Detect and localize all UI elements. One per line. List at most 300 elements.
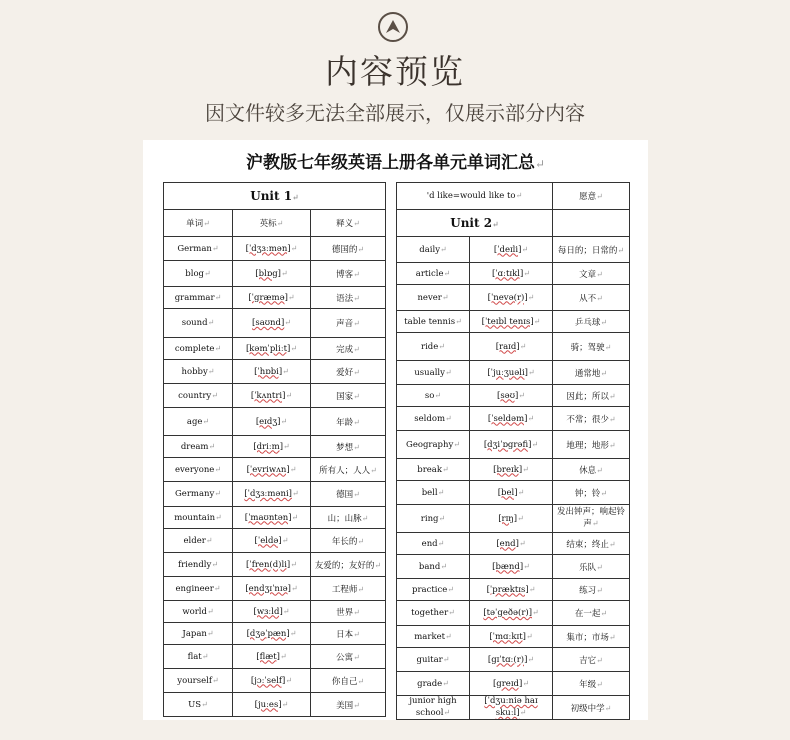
unit1-heading-row <box>164 183 386 210</box>
paragraph-mark: ↵ <box>525 631 533 641</box>
word-cell-text: ride <box>421 341 439 352</box>
paragraph-mark: ↵ <box>282 606 290 616</box>
paragraph-mark: ↵ <box>285 390 293 400</box>
ipa-cell-text: [ˈɑːtɪkl] <box>492 268 524 279</box>
paragraph-mark: ↵ <box>527 654 535 664</box>
table-row <box>164 669 386 693</box>
ipa-cell-text: [ˈmaʊntən] <box>244 512 292 523</box>
word-cell-text: never <box>417 292 442 303</box>
ipa-cell <box>470 505 553 533</box>
meaning-cell <box>553 672 630 696</box>
ipa-cell <box>470 601 553 626</box>
paragraph-mark: ↵ <box>353 700 360 710</box>
word-cell-text: grade <box>417 678 443 689</box>
paragraph-mark: ↵ <box>353 629 360 639</box>
word-cell <box>397 385 470 407</box>
table-row <box>397 263 630 285</box>
meaning-cell-text: 在一起 <box>574 609 601 619</box>
document-preview <box>143 140 648 720</box>
paragraph-mark: ↵ <box>521 244 529 254</box>
ipa-cell-text: [ˈhɒbi] <box>254 366 283 377</box>
phrase-cell-text: 'd like=would like to <box>426 191 516 201</box>
word-cell-text: band <box>418 561 441 572</box>
meaning-cell-text: 钟；铃 <box>574 488 601 499</box>
paragraph-mark: ↵ <box>282 366 289 376</box>
meaning-cell-text: 从不 <box>579 293 597 304</box>
word-cell-text: practice <box>412 584 448 595</box>
caret-up-glyph <box>384 18 402 36</box>
ipa-cell <box>233 482 311 507</box>
meaning-cell-text: 美国 <box>336 700 354 711</box>
unit1-heading <box>164 183 386 210</box>
paragraph-mark: ↵ <box>207 318 215 327</box>
word-cell <box>164 408 233 436</box>
word-cell <box>397 648 470 672</box>
meaning-cell-text: 日本 <box>336 629 354 640</box>
word-cell <box>164 529 233 553</box>
ipa-cell <box>233 408 311 436</box>
paragraph-mark: ↵ <box>608 632 616 642</box>
paragraph-mark: ↵ <box>600 368 608 378</box>
meaning-cell-text: 因此；所以 <box>566 391 609 402</box>
table-row <box>397 311 630 333</box>
word-cell <box>397 311 470 333</box>
table-row <box>164 577 386 601</box>
paragraph-mark: ↵ <box>206 628 214 638</box>
word-cell-text: Geography <box>406 439 454 450</box>
paragraph-mark: ↵ <box>213 583 221 593</box>
paragraph-mark: ↵ <box>292 192 299 202</box>
meaning-cell <box>311 436 386 458</box>
meaning-cell <box>553 481 630 505</box>
meaning-cell-text: 练习 <box>579 585 597 596</box>
word-cell <box>164 577 233 601</box>
paragraph-mark: ↵ <box>596 655 603 665</box>
table-row <box>164 458 386 482</box>
phrase-meaning-cell-text: 愿意 <box>579 192 597 202</box>
paragraph-mark: ↵ <box>515 191 523 200</box>
word-cell-text: hobby <box>181 366 208 377</box>
word-cell-text: Germany <box>175 489 215 499</box>
table-row <box>397 237 630 263</box>
ipa-cell-text: [bel] <box>497 487 518 498</box>
meaning-cell <box>311 408 386 436</box>
meaning-cell <box>311 507 386 529</box>
paragraph-mark: ↵ <box>281 699 289 709</box>
paragraph-mark: ↵ <box>437 487 445 497</box>
ipa-cell-text: [breɪk] <box>493 464 523 475</box>
meaning-cell <box>311 287 386 309</box>
paragraph-mark: ↵ <box>518 390 525 400</box>
ipa-cell <box>233 529 311 553</box>
word-cell <box>164 436 233 458</box>
table-row <box>397 696 630 720</box>
paragraph-mark: ↵ <box>534 157 546 171</box>
paragraph-mark: ↵ <box>441 292 449 302</box>
ipa-cell-text: [ˈpræktɪs] <box>486 584 529 595</box>
paragraph-mark: ↵ <box>353 367 360 377</box>
word-cell <box>164 623 233 645</box>
meaning-cell-text: 每日的；日常的 <box>557 245 618 256</box>
word-cell <box>397 285 470 311</box>
table-row <box>164 436 386 458</box>
meaning-cell <box>553 626 630 648</box>
paragraph-mark: ↵ <box>604 342 612 352</box>
paragraph-mark: ↵ <box>531 439 539 449</box>
paragraph-mark: ↵ <box>357 676 365 686</box>
paragraph-mark: ↵ <box>214 489 221 498</box>
paragraph-mark: ↵ <box>522 678 530 688</box>
meaning-cell-text: 文章 <box>579 269 597 280</box>
word-cell-text: bell <box>421 487 438 498</box>
ipa-cell-text: [ˈdʒɜːməni] <box>244 489 292 499</box>
paragraph-mark: ↵ <box>280 651 287 661</box>
meaning-cell <box>311 553 386 577</box>
paragraph-mark: ↵ <box>283 441 290 451</box>
table-row <box>164 693 386 717</box>
paragraph-mark: ↵ <box>440 244 447 254</box>
ipa-cell <box>233 553 311 577</box>
paragraph-mark: ↵ <box>206 606 214 616</box>
ipa-cell-text: [jɔːˈself] <box>250 675 286 686</box>
meaning-cell <box>553 285 630 311</box>
paragraph-mark: ↵ <box>437 538 445 548</box>
word-cell-text: country <box>178 390 212 401</box>
meaning-cell <box>311 458 386 482</box>
word-cell-text: world <box>182 606 207 617</box>
word-cell-text: sound <box>181 318 208 328</box>
paragraph-mark: ↵ <box>203 219 210 228</box>
ipa-cell-text: [bænd] <box>492 561 524 572</box>
document-title-text: 沪教版七年级英语上册各单元单词汇总 <box>245 153 535 173</box>
paragraph-mark: ↵ <box>353 293 360 303</box>
paragraph-mark: ↵ <box>353 319 360 328</box>
paragraph-mark: ↵ <box>608 391 616 401</box>
paragraph-mark: ↵ <box>518 538 526 548</box>
ipa-cell <box>470 533 553 555</box>
meaning-cell-text: 梦想 <box>336 442 354 453</box>
ipa-cell-text: [ˈfren(d)li] <box>246 559 291 570</box>
paragraph-mark: ↵ <box>600 488 608 498</box>
table-row <box>164 360 386 384</box>
paragraph-mark: ↵ <box>444 367 452 377</box>
ipa-cell <box>233 669 311 693</box>
table-row <box>164 482 386 507</box>
paragraph-mark: ↵ <box>596 192 603 201</box>
paragraph-mark: ↵ <box>434 390 442 400</box>
paragraph-mark: ↵ <box>445 631 452 641</box>
ipa-cell <box>233 693 311 717</box>
word-cell <box>397 481 470 505</box>
table-row <box>397 555 630 579</box>
word-cell-text: seldom <box>414 413 446 424</box>
paragraph-mark: ↵ <box>596 562 603 572</box>
paragraph-mark: ↵ <box>353 344 360 354</box>
preview-header <box>0 0 790 140</box>
paragraph-mark: ↵ <box>215 512 222 522</box>
paragraph-mark: ↵ <box>608 440 616 450</box>
word-cell-text: yourself <box>177 675 212 686</box>
meaning-cell-text: 休息 <box>579 465 597 476</box>
paragraph-mark: ↵ <box>290 243 298 253</box>
paragraph-mark: ↵ <box>353 607 360 617</box>
paragraph-mark: ↵ <box>207 366 215 376</box>
paragraph-mark: ↵ <box>361 513 369 523</box>
meaning-cell-text: 所有人；人人 <box>319 465 371 476</box>
ipa-cell-text: [rɪŋ] <box>498 513 518 524</box>
paragraph-mark: ↵ <box>353 442 360 452</box>
ipa-cell <box>233 237 311 261</box>
paragraph-mark: ↵ <box>440 561 448 571</box>
ipa-cell-text: [ˈkʌntri] <box>250 390 286 401</box>
word-cell <box>397 579 470 601</box>
ipa-cell <box>233 458 311 482</box>
unit2-heading-text: Unit 2 <box>450 216 493 230</box>
meaning-cell <box>311 384 386 408</box>
ipa-cell-text: [ˈdeɪli] <box>493 244 522 255</box>
ipa-cell-text: [ˈseldəm] <box>487 413 528 424</box>
word-cell-text: junior high school <box>409 696 457 718</box>
word-cell <box>164 360 233 384</box>
column-header-word <box>164 210 233 237</box>
meaning-cell <box>553 696 630 720</box>
word-cell <box>397 237 470 263</box>
word-cell-text: dream <box>180 441 209 452</box>
meaning-cell-text: 初级中学 <box>570 703 605 714</box>
ipa-cell-text: [saʊnd] <box>252 318 285 328</box>
paragraph-mark: ↵ <box>448 608 455 617</box>
word-cell-text: age <box>186 416 203 427</box>
ipa-cell <box>470 626 553 648</box>
ipa-cell <box>470 431 553 459</box>
table-row <box>164 529 386 553</box>
meaning-cell-text: 语法 <box>336 293 354 304</box>
ipa-cell <box>470 311 553 333</box>
table-row <box>164 601 386 623</box>
word-cell <box>397 431 470 459</box>
word-cell <box>164 309 233 338</box>
paragraph-mark: ↵ <box>353 391 360 401</box>
meaning-cell <box>311 645 386 669</box>
paragraph-mark: ↵ <box>492 219 499 229</box>
ipa-cell-text: [greɪd] <box>492 678 523 689</box>
word-cell <box>397 459 470 481</box>
ipa-cell-text: [ˈevriwʌn] <box>246 464 290 475</box>
paragraph-mark: ↵ <box>291 512 299 522</box>
word-cell-text: US <box>188 699 202 710</box>
paragraph-mark: ↵ <box>281 535 289 545</box>
paragraph-mark: ↵ <box>201 651 209 661</box>
table-row <box>164 338 386 360</box>
paragraph-mark: ↵ <box>353 490 360 499</box>
word-cell-text: end <box>421 538 438 549</box>
paragraph-mark: ↵ <box>528 584 536 594</box>
table-row <box>397 361 630 385</box>
ipa-cell <box>470 648 553 672</box>
ipa-cell-text: [raɪd] <box>495 341 520 352</box>
meaning-cell <box>553 431 630 459</box>
paragraph-mark: ↵ <box>532 608 539 617</box>
meaning-cell-text: 结束；终止 <box>566 539 609 550</box>
ipa-cell <box>233 261 311 287</box>
word-cell <box>164 261 233 287</box>
word-cell-text: break <box>417 464 443 475</box>
word-cell-text: daily <box>419 244 441 255</box>
paragraph-mark: ↵ <box>370 465 377 475</box>
ipa-cell <box>233 507 311 529</box>
paragraph-mark: ↵ <box>591 519 599 528</box>
table-row <box>164 553 386 577</box>
unit2-heading <box>397 210 553 237</box>
meaning-cell <box>311 529 386 553</box>
ipa-cell-text: [endʒɪˈnɪə] <box>245 583 291 594</box>
paragraph-mark: ↵ <box>280 416 288 426</box>
ipa-cell-text: [ˈdʒuːniə haɪ skuːl] <box>484 696 538 718</box>
paragraph-mark: ↵ <box>290 583 298 593</box>
table-row <box>397 626 630 648</box>
ipa-cell <box>470 407 553 431</box>
ipa-cell-text: [dʒəˈpæn] <box>246 628 290 639</box>
unit1-table <box>163 182 386 717</box>
page-subtitle: 因文件较多无法全部展示，仅展示部分内容 <box>205 101 585 125</box>
paragraph-mark: ↵ <box>442 678 449 688</box>
meaning-cell <box>553 459 630 481</box>
paragraph-mark: ↵ <box>205 535 213 545</box>
table-row <box>164 408 386 436</box>
word-cell <box>397 533 470 555</box>
table-row <box>164 623 386 645</box>
meaning-cell-text: 声音 <box>336 319 354 329</box>
meaning-cell <box>311 693 386 717</box>
empty-cell <box>553 210 630 237</box>
word-cell <box>397 361 470 385</box>
ipa-cell <box>233 645 311 669</box>
word-cell <box>164 287 233 309</box>
paragraph-mark: ↵ <box>438 341 445 351</box>
paragraph-mark: ↵ <box>357 244 365 254</box>
ipa-cell-text: [ˈdʒɜːmən] <box>245 243 291 254</box>
paragraph-mark: ↵ <box>285 675 293 685</box>
ipa-cell <box>470 333 553 361</box>
document-title <box>143 148 648 173</box>
column-header-ipa <box>233 210 311 237</box>
paragraph-mark: ↵ <box>204 268 211 278</box>
paragraph-mark: ↵ <box>608 414 616 424</box>
paragraph-mark: ↵ <box>374 560 382 570</box>
ipa-cell-text: [ˈteɪbl tenɪs] <box>481 316 534 327</box>
paragraph-mark: ↵ <box>445 413 452 423</box>
meaning-cell <box>311 309 386 338</box>
meaning-cell <box>553 407 630 431</box>
unit2-heading-row <box>397 210 630 237</box>
meaning-cell-text: 公寓 <box>336 652 354 663</box>
word-cell-text: complete <box>174 343 215 354</box>
paragraph-mark: ↵ <box>523 268 530 278</box>
table-row <box>397 407 630 431</box>
meaning-cell <box>311 360 386 384</box>
paragraph-mark: ↵ <box>289 628 297 638</box>
table-row <box>164 237 386 261</box>
meaning-cell-text: 国家 <box>336 391 354 402</box>
table-row <box>397 579 630 601</box>
word-cell-text: article <box>415 268 444 279</box>
ipa-cell <box>470 459 553 481</box>
ipa-cell-text: [ˈgræmə] <box>248 292 288 303</box>
word-cell-text: table tennis <box>404 316 456 327</box>
paragraph-mark: ↵ <box>453 439 460 449</box>
word-cell <box>164 507 233 529</box>
word-cell-text: together <box>411 608 449 618</box>
table-row <box>397 431 630 459</box>
paragraph-mark: ↵ <box>289 464 297 474</box>
ipa-cell-text: [ˈjuːʒuəli] <box>487 367 528 378</box>
meaning-cell-text: 博客 <box>336 269 354 280</box>
paragraph-mark: ↵ <box>617 245 625 255</box>
paragraph-mark: ↵ <box>290 343 298 353</box>
paragraph-mark: ↵ <box>211 243 219 253</box>
meaning-cell-text: 德国的 <box>331 244 358 255</box>
ipa-cell-text: [end] <box>496 538 519 549</box>
word-cell <box>164 338 233 360</box>
word-cell <box>397 672 470 696</box>
meaning-cell <box>311 261 386 287</box>
column-header-meaning <box>311 210 386 237</box>
meaning-cell <box>553 385 630 407</box>
paragraph-mark: ↵ <box>527 413 535 423</box>
word-cell <box>164 458 233 482</box>
meaning-cell <box>553 361 630 385</box>
paragraph-mark: ↵ <box>596 293 603 303</box>
meaning-cell-text: 山；山脉 <box>327 513 362 524</box>
word-cell-text: so <box>424 390 435 401</box>
meaning-cell <box>553 533 630 555</box>
word-cell-text: usually <box>414 367 445 378</box>
page-title: 内容预览 <box>325 52 465 91</box>
ipa-cell <box>233 309 311 338</box>
word-cell <box>397 555 470 579</box>
paragraph-mark: ↵ <box>596 269 603 279</box>
paragraph-mark: ↵ <box>528 367 535 377</box>
word-cell-text: friendly <box>177 559 212 570</box>
meaning-cell-text: 通常地 <box>574 368 601 379</box>
paragraph-mark: ↵ <box>284 318 291 327</box>
paragraph-mark: ↵ <box>357 584 365 594</box>
meaning-cell-text: 骑；驾驶 <box>570 342 605 353</box>
ipa-cell <box>470 361 553 385</box>
paragraph-mark: ↵ <box>442 654 450 664</box>
meaning-cell-text: 年龄 <box>336 417 354 428</box>
ipa-cell <box>470 385 553 407</box>
paragraph-mark: ↵ <box>276 219 284 228</box>
paragraph-mark: ↵ <box>523 561 530 571</box>
ipa-cell <box>233 577 311 601</box>
ipa-cell-text: [ˈeldə] <box>254 535 282 546</box>
paragraph-mark: ↵ <box>596 585 603 595</box>
word-cell-text: grammar <box>174 292 215 303</box>
meaning-cell <box>311 237 386 261</box>
ipa-cell-text: [driːm] <box>253 441 284 452</box>
paragraph-mark: ↵ <box>527 292 535 302</box>
meaning-cell <box>553 555 630 579</box>
paragraph-mark: ↵ <box>522 464 529 474</box>
paragraph-mark: ↵ <box>201 699 208 709</box>
column-header-meaning-text: 释义 <box>336 219 354 229</box>
meaning-cell <box>553 601 630 626</box>
ipa-cell-text: [flæt] <box>256 651 280 662</box>
paragraph-mark: ↵ <box>287 292 295 302</box>
unit1-column-header-row <box>164 210 386 237</box>
paragraph-mark: ↵ <box>517 513 524 523</box>
